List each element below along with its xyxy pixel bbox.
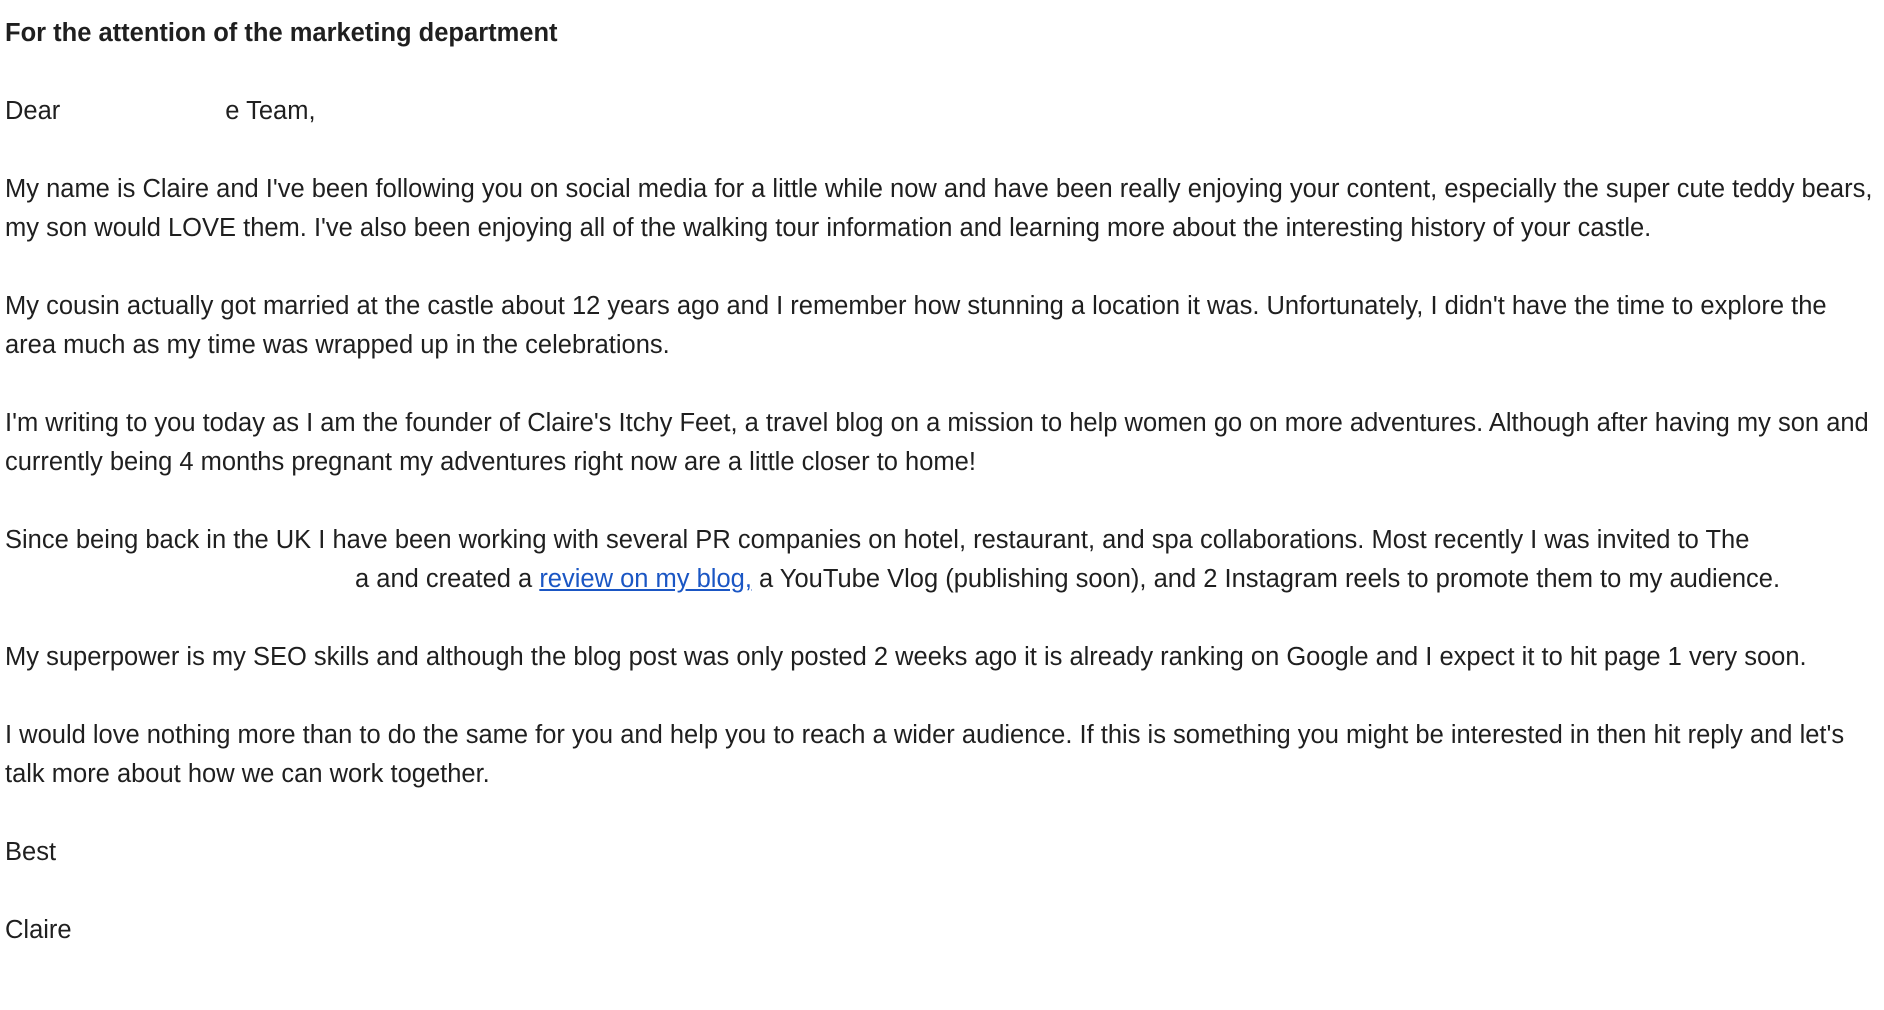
email-body xyxy=(5,14,1875,989)
paragraph-introduction: My name is Claire and I've been following you on social media for a little while now and have been really enjoying your content, especially the super cute teddy bears, my son would LOVE them. I've also been enjoying all of the walking tour information and learning more about the interesting history of your castle. xyxy=(5,175,1873,242)
pr-text-start: Since being back in the UK I have been working with several PR companies on hotel, restaurant, and spa collaborations. Most recently I was invited to The xyxy=(5,526,1750,554)
greeting-prefix: Dear xyxy=(5,97,61,125)
redacted-tail: a xyxy=(355,565,370,593)
pr-text-middle: and created a xyxy=(369,565,540,593)
greeting xyxy=(5,92,1875,131)
paragraph-call-to-action: I would love nothing more than to do the same for you and help you to reach a wider audience. If this is something you might be interested in then hit reply and let's talk more about how we can work together. xyxy=(5,721,1845,788)
blog-review-link[interactable]: review on my blog, xyxy=(539,565,752,593)
redacted-hotel-name xyxy=(5,565,355,595)
paragraph-pr-collaborations xyxy=(5,521,1875,599)
pr-text-end: a YouTube Vlog (publishing soon), and 2 Instagram reels to promote them to my audience. xyxy=(751,565,1781,593)
email-heading: For the attention of the marketing department xyxy=(5,19,558,47)
email-signoff: Best xyxy=(5,838,57,866)
greeting-suffix: e Team, xyxy=(225,97,316,125)
redacted-recipient-name xyxy=(68,97,225,127)
paragraph-seo: My superpower is my SEO skills and although the blog post was only posted 2 weeks ago it is already ranking on Google and I expect it to hit page 1 very soon. xyxy=(5,643,1807,671)
email-signature: Claire xyxy=(5,916,72,944)
paragraph-cousin-wedding: My cousin actually got married at the castle about 12 years ago and I remember how stunning a location it was. Unfortunately, I didn't have the time to explore the area much as my time was wrapped up in the celebrations. xyxy=(5,292,1827,359)
paragraph-blog-founder: I'm writing to you today as I am the founder of Claire's Itchy Feet, a travel blog on a mission to help women go on more adventures. Although after having my son and currently being 4 months pregnant my adventures right now are a little closer to home! xyxy=(5,409,1869,476)
